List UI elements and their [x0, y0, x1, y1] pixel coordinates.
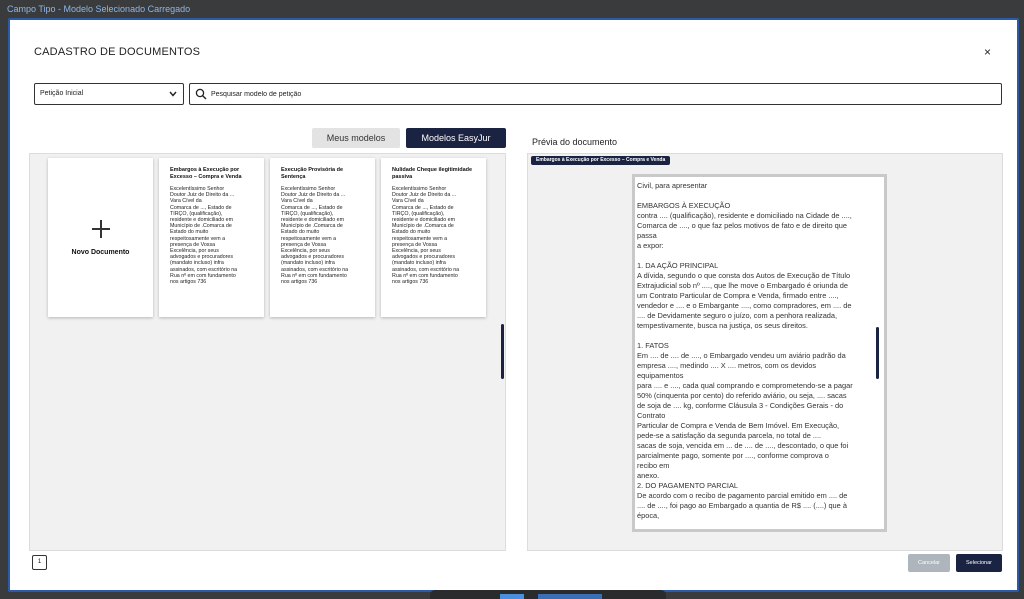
- modal-title: CADASTRO DE DOCUMENTOS: [34, 46, 201, 58]
- select-button[interactable]: Selecionar: [956, 554, 1002, 572]
- model-card[interactable]: [270, 158, 375, 317]
- document-type-select[interactable]: [34, 83, 184, 105]
- preview-panel: [527, 153, 1003, 551]
- preview-model-badge: Embargos à Execução por Excesso – Compra e Venda: [531, 156, 670, 165]
- search-box[interactable]: [189, 83, 1002, 105]
- preview-scrollbar[interactable]: [876, 327, 879, 379]
- new-document-label: Novo Documento: [71, 249, 130, 256]
- cancel-button[interactable]: Cancelar: [908, 554, 950, 572]
- model-card-preview: Excelentíssimo Senhor Doutor Juiz de Direito da ... Vara Cível da Comarca de ..., Estado de TIRÇO, (qualificação), residente e domiciliado em Município de .Comarca de Estado do muito respeitosamente vem a presença de Vossa Excelência, por seus advogados e procuradores (mandato incluso) infra assinados, com escritório na Rua nº em com fundamento nos artigos 736: [281, 186, 349, 286]
- document-type-selected: Petição Inicial: [40, 90, 84, 97]
- plus-icon: [92, 220, 110, 238]
- models-panel: [29, 153, 506, 551]
- model-card-title: Execução Provisória de Sentença: [281, 167, 344, 180]
- document-preview-page: [632, 174, 887, 532]
- model-card-preview: Excelentíssimo Senhor Doutor Juiz de Direito da ... Vara Cível da Comarca de ..., Estado de TIRÇO, (qualificação), residente e domiciliado em Município de .Comarca de Estado do muito respeitosamente vem a presença de Vossa Excelência, por seus advogados e procuradores (mandato incluso) infra assinados, com escritório na Rua nº em com fundamento nos artigos 736: [170, 186, 238, 286]
- new-document-card[interactable]: [48, 158, 153, 317]
- taskbar: [430, 590, 666, 599]
- model-card[interactable]: [159, 158, 264, 317]
- taskbar-app-item[interactable]: [500, 594, 524, 599]
- tab-my-models[interactable]: Meus modelos: [312, 128, 400, 148]
- document-registration-modal: [8, 18, 1019, 592]
- model-card-preview: Excelentíssimo Senhor Doutor Juiz de Direito da ... Vara Cível da Comarca de ..., Estado de TIRÇO, (qualificação), residente e domiciliado em Município de .Comarca de Estado do muito respeitosamente vem a presença de Vossa Excelência, por seus advogados e procuradores (mandato incluso) infra assinados, com escritório na Rua nº em com fundamento nos artigos 736: [392, 186, 460, 286]
- search-icon: [195, 88, 207, 100]
- models-scrollbar[interactable]: [501, 324, 504, 379]
- model-card[interactable]: [381, 158, 486, 317]
- tab-easyjur-models[interactable]: Modelos EasyJur: [406, 128, 506, 148]
- chevron-down-icon: [169, 91, 177, 97]
- preview-label: Prévia do documento: [532, 137, 618, 147]
- model-card-title: Nulidade Cheque ilegitimidade passiva: [392, 167, 473, 180]
- pagination-page-button[interactable]: 1: [32, 555, 47, 570]
- model-card-title: Embargos à Execução por Excesso – Compra e Venda: [170, 167, 242, 180]
- document-preview-text: Civil, para apresentar EMBARGOS À EXECUÇÃO contra .... (qualificação), residente e domiciliado na Cidade de ...., Comarca de ...., o que faz pelos motivos de fato e de direito que passa a expor: 1. DA AÇÃO PRINCIPAL A dívida, segundo o que consta dos Autos de Execução de Título Extrajudicial sob nº ...., que lhe move o Embargado é oriunda de um Contrato Particular de Compra e Venda, firmado entre ...., vendedor e .... e o Embargante ...., como compradores, em .... de .... de Devidamente seguro o juízo, com a penhora realizada, tempestivamente, busca na justiça, os seus direitos. 1. FATOS Em .... de .... de ...., o Embargado vendeu um aviário padrão da empresa ...., medindo .... X .... metros, com os devidos equipamentos para .... e ...., cada qual comprando e comprometendo-se a pagar 50% (cinquenta por cento) do referido aviário, ou seja, .... sacas de soja de .... kg, conforme Cláusula 3 - Condições Gerais - do Contrato Particular de Compra e Venda de Bem Imóvel. Em Execução, pede-se a satisfação da segunda parcela, no total de .... sacas de soja, vencida em ... de .... de ...., descontado, o que foi parcialmente pago, somente por ...., conforme comprova o recibo em anexo. 2. DO PAGAMENTO PARCIAL De acordo com o recibo de pagamento parcial emitido em .... de .... de ...., foi pago ao Embargado a quantia de R$ .... (....) que à época,: [637, 181, 853, 520]
- window-title: Campo Tipo - Modelo Selecionado Carregado: [0, 0, 1024, 18]
- taskbar-app-item[interactable]: [538, 594, 602, 599]
- close-icon[interactable]: ×: [983, 45, 991, 59]
- search-input[interactable]: [211, 87, 991, 101]
